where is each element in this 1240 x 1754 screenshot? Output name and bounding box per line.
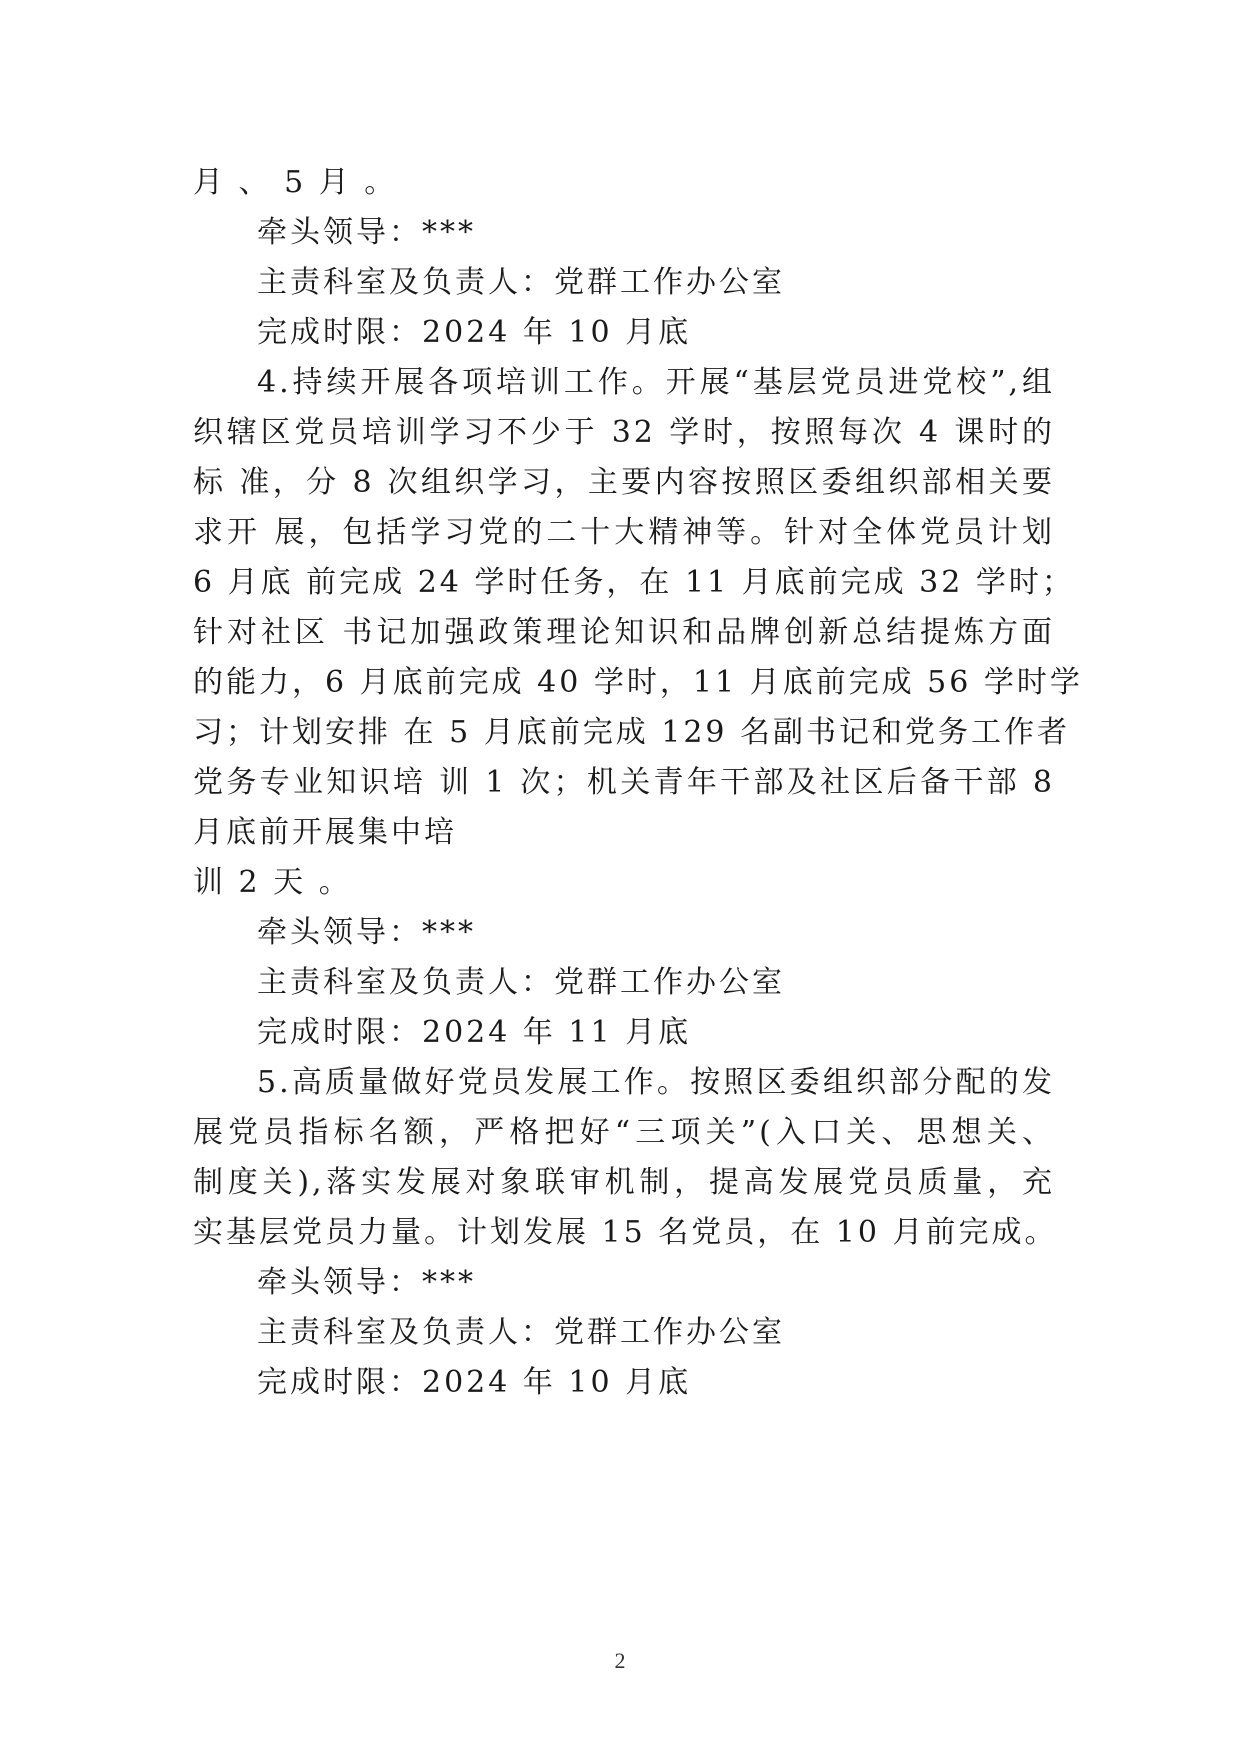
deadline-line: 完成时限：2024 年 10 月底 bbox=[257, 315, 692, 350]
responsible-office-line: 主责科室及负责人：党群工作办公室 bbox=[257, 1315, 785, 1350]
document-body bbox=[193, 158, 1083, 1408]
paragraph-4-line: 6 月底 前完成 24 学时任务，在 11 月底前完成 32 学时； bbox=[193, 565, 1075, 600]
deadline-line: 完成时限：2024 年 10 月底 bbox=[257, 1365, 692, 1400]
lead-leader-line: 牵头领导：*** bbox=[257, 1265, 476, 1300]
paragraph-4-line: 针对社区 书记加强政策理论知识和品牌创新总结提炼方面 bbox=[193, 615, 1055, 650]
paragraph-5-line: 实基层党员力量。计划发展 15 名党员，在 10 月前完成。 bbox=[193, 1215, 1058, 1250]
lead-leader-line: 牵头领导：*** bbox=[257, 915, 476, 950]
text-line: 月 、 5 月 。 bbox=[193, 165, 398, 200]
paragraph-5-line: 5.高质量做好党员发展工作。按照区委组织部分配的发 bbox=[257, 1065, 1055, 1100]
responsible-office-line: 主责科室及负责人：党群工作办公室 bbox=[257, 965, 785, 1000]
paragraph-4-line: 求开 展，包括学习党的二十大精神等。针对全体党员计划 bbox=[193, 515, 1055, 550]
paragraph-4-line: 党务专业知识培 训 1 次；机关青年干部及社区后备干部 8 bbox=[193, 765, 1055, 800]
page-number: 2 bbox=[614, 1648, 626, 1673]
paragraph-4-line: 月底前开展集中培 bbox=[193, 815, 457, 850]
paragraph-4-line: 训 2 天 。 bbox=[193, 865, 352, 900]
paragraph-5-line: 展党员指标名额，严格把好“三项关”(入口关、思想关、 bbox=[193, 1115, 1055, 1150]
paragraph-5-line: 制度关),落实发展对象联审机制，提高发展党员质量，充 bbox=[193, 1165, 1055, 1200]
paragraph-4-line: 4.持续开展各项培训工作。开展“基层党员进党校”,组 bbox=[257, 365, 1055, 400]
deadline-line: 完成时限：2024 年 11 月底 bbox=[257, 1015, 692, 1050]
paragraph-4-line: 的能力，6 月底前完成 40 学时，11 月底前完成 56 学时学 bbox=[193, 665, 1083, 700]
lead-leader-line: 牵头领导：*** bbox=[257, 215, 476, 250]
paragraph-4-line: 习；计划安排 在 5 月底前完成 129 名副书记和党务工作者 bbox=[193, 715, 1071, 750]
paragraph-4-line: 织辖区党员培训学习不少于 32 学时，按照每次 4 课时的 bbox=[193, 415, 1055, 450]
responsible-office-line: 主责科室及负责人：党群工作办公室 bbox=[257, 265, 785, 300]
paragraph-4-line: 标 准，分 8 次组织学习，主要内容按照区委组织部相关要 bbox=[193, 465, 1055, 500]
